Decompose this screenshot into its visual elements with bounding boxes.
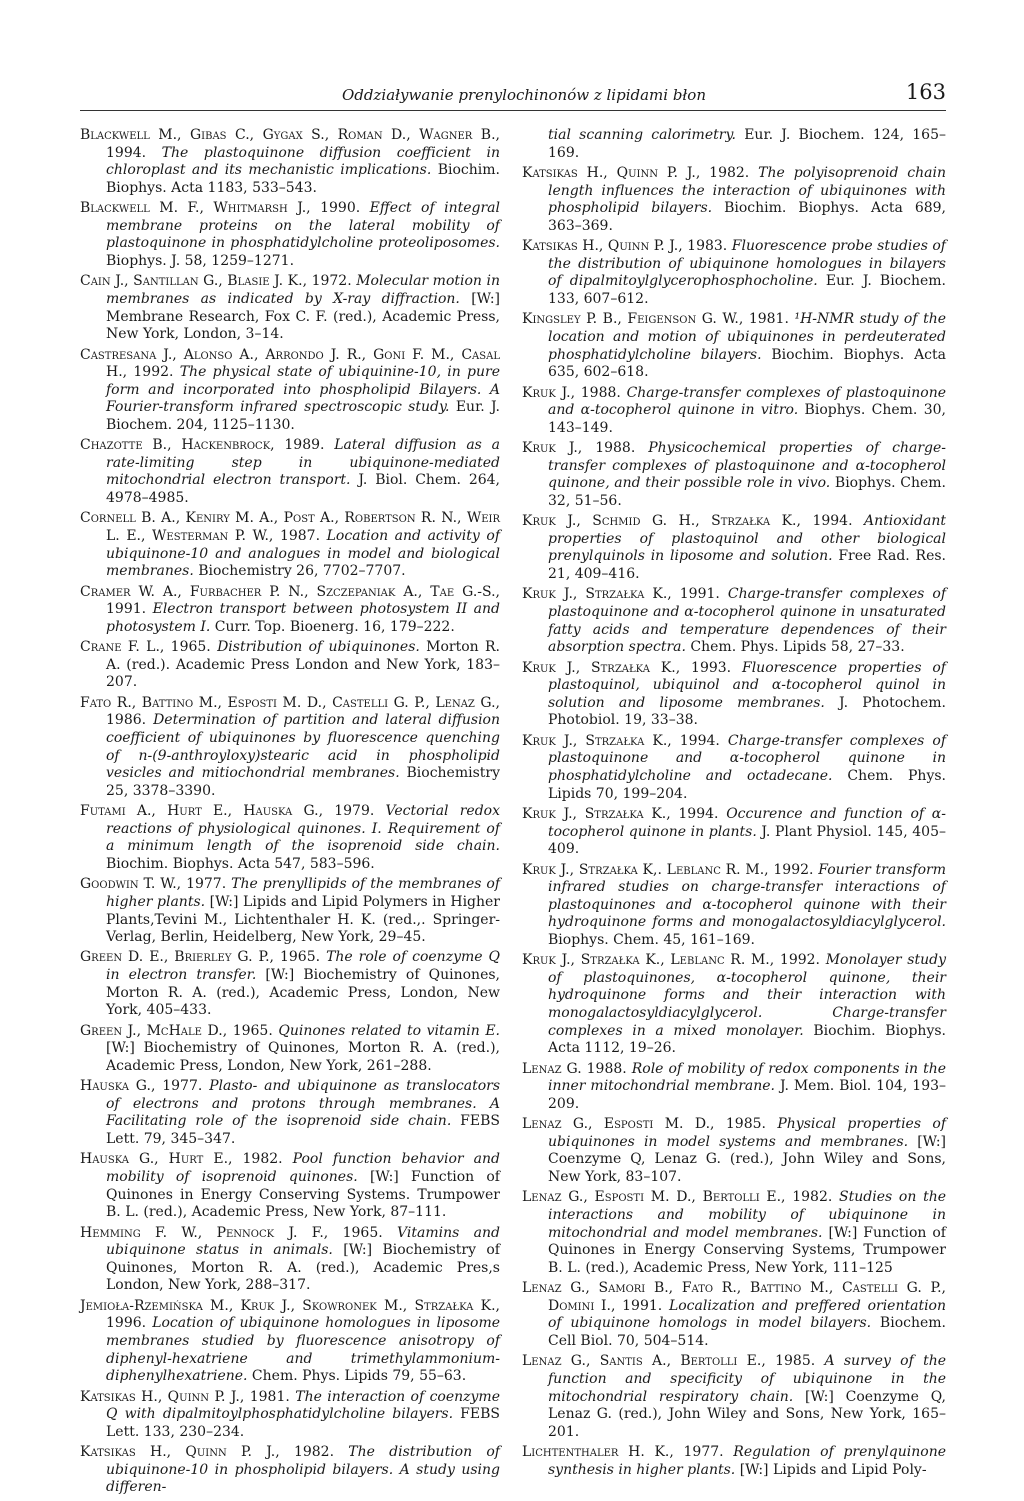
reference-year: 1981. — [244, 1388, 296, 1405]
reference-entry — [80, 695, 500, 801]
reference-year: 1988. — [581, 1060, 632, 1077]
reference-authors: Kruk J., Schmid G. H., Strzałka K., — [522, 513, 801, 530]
reference-source: Biochem. Cell Biol. 70, 504–514. — [548, 1315, 946, 1349]
reference-year: 1985. — [765, 1353, 825, 1370]
reference-year: 1977. — [181, 876, 232, 893]
reference-title: Role of mobility of redox components in the inner mitochondrial membrane. — [548, 1060, 946, 1095]
running-title: Oddziaływanie prenylochinonów z lipidami błon — [342, 86, 706, 104]
reference-authors: Castresana J., Alonso A., Arrondo J. R., Goni F. M., Casal H., — [80, 346, 500, 381]
reference-source: Biophys. Chem. 30, 143–149. — [548, 402, 946, 436]
reference-title: Localization and preffered orientation of ubiquinone homologs in model bilayers. — [548, 1297, 946, 1332]
reference-entry — [522, 586, 946, 656]
reference-authors: Green J., McHale D., — [80, 1022, 228, 1039]
reference-year: 1983. — [682, 238, 732, 255]
reference-title: Fluorescence probe studies of the distribution of ubiquinone homologues in bilayers of dipalmitoylglycerophosphocholine. — [548, 238, 946, 290]
reference-source: Morton R. A. (red.). Academic Press London and New York, 183–207. — [106, 639, 501, 691]
reference-title: Location of ubiquinone homologues in liposome membranes studied by fluorescence anisotropy of diphenyl-hexatriene and trimethylammonium-diphenylhexatriene. — [106, 1315, 501, 1385]
reference-title: Pool function behavior and mobility of isoprenoid quinones. — [106, 1151, 500, 1185]
reference-source: Biochim. Biophys. Acta 689, 363–369. — [548, 200, 947, 234]
reference-year: 1977. — [155, 1078, 210, 1095]
reference-entry — [80, 803, 500, 873]
reference-source: [W:] Biochemistry of Quinones, Morton R. A. (red.), Academic Pres,s London, New York, 288–317. — [106, 1242, 500, 1294]
reference-title: Distribution of ubiquinones. — [217, 639, 420, 656]
reference-title: Location and activity of ubiquinone-10 and analogues in model and biological membranes. — [106, 528, 501, 580]
reference-authors: Kruk J., Strzałka K., — [522, 659, 681, 676]
reference-entry — [522, 1189, 946, 1277]
reference-source: J. Photochem. Photobiol. 19, 33–38. — [548, 694, 947, 729]
reference-year: 1982. — [279, 1444, 349, 1461]
reference-title: The plastoquinone diffusion coefficient in chloroplast and its mechanistic implications. — [106, 144, 500, 179]
reference-entry — [522, 1061, 946, 1114]
left-column — [80, 127, 500, 1500]
reference-title: Molecular motion in membranes as indicated by X-ray diffraction. — [106, 273, 500, 307]
reference-source: [W:] Lipids and Lipid Polymers in Higher Plants,Tevini M., Lichtenthaler H. K. (red.,. Springer-Verlag, Berlin, Heidelberg, New York, 29–45. — [106, 893, 500, 946]
reference-entry — [522, 1116, 946, 1186]
reference-entry — [522, 238, 946, 308]
reference-authors: Chazotte B., Hackenbrock, — [80, 437, 275, 454]
reference-year: 1994. — [670, 805, 727, 822]
right-column — [522, 127, 946, 1482]
reference-title: Effect of integral membrane proteins on the lateral mobility of plastoquinone in phosphatidylcholine proteoliposomes. — [106, 200, 500, 252]
reference-title: ¹H-NMR study of the location and motion of ubiquinones in perdeuterated phosphatidylcholine bilayers. — [548, 311, 947, 363]
reference-entry — [80, 1389, 500, 1442]
reference-source: Curr. Top. Bioenerg. 16, 179–222. — [210, 618, 455, 635]
reference-source: Free Rad. Res. 21, 409–416. — [548, 548, 946, 583]
reference-year: 1993. — [680, 659, 742, 676]
reference-entry — [522, 1444, 946, 1479]
reference-entry — [80, 949, 500, 1019]
reference-year: 1989. — [274, 437, 335, 454]
reference-year: 1972. — [307, 273, 357, 290]
reference-title: Plasto- and ubiquinone as translocators of electrons and protons through membranes. A Facilitating role of the isoprenoid side chain. — [106, 1078, 501, 1130]
reference-authors: Hauska G., Hurt E., — [80, 1151, 233, 1168]
reference-source: [W:] Function of Quinones in Energy Conserving Systems, Trumpower B. L. (red.), Academic Press, New York, 111–125 — [548, 1224, 946, 1276]
reference-entry — [80, 876, 500, 946]
reference-year: 1994. — [800, 513, 865, 530]
reference-source: Biophys. Chem. 32, 51–56. — [548, 475, 947, 509]
reference-year: 1981. — [743, 311, 795, 328]
reference-entry — [522, 385, 946, 438]
reference-entry — [522, 440, 946, 510]
reference-entry — [80, 437, 500, 507]
reference-year: 1982. — [700, 164, 759, 181]
reference-year: 1965. — [328, 1224, 398, 1241]
reference-year: 1991. — [671, 586, 728, 603]
reference-title: Studies on the interactions and mobility of ubiquinone in mitochondrial and model membranes. — [548, 1189, 946, 1241]
reference-authors: Cain J., Santillan G., Blasie J. K., — [80, 273, 308, 290]
reference-title: Monolayer study of plastoquinones, α-tocopherol quinone, their hydroquinone forms and their interaction with monogalactosyldiacylglycerol. Charge-transfer complexes in a mixed monolayer. — [548, 952, 946, 1039]
reference-source: [W:] Biochemistry of Quinones, Morton R. A. (red.), Academic Press, London, New York, 261–288. — [106, 1040, 500, 1074]
reference-entry — [522, 1353, 946, 1441]
reference-entry — [80, 1023, 500, 1076]
page-number: 163 — [905, 80, 946, 104]
reference-source: [W:] Coenzyme Q, Lenaz G. (red.), John Wiley and Sons, New York, 83–107. — [548, 1133, 947, 1185]
reference-entry — [522, 660, 946, 730]
reference-authors: Lenaz G., Esposti M. D., Bertolli E., — [522, 1189, 786, 1206]
reference-title: Physicochemical properties of charge-transfer complexes of plastoquinone and α-tocopherol quinone, and their possible role in vivo. — [548, 440, 947, 492]
reference-source: Biochemistry 26, 7702–7707. — [193, 563, 406, 580]
reference-title: Lateral diffusion as a rate-limiting step in ubiquinone-mediated mitochondrial electron transport. — [106, 437, 500, 489]
reference-authors: Futami A., Hurt E., Hauska G., — [80, 803, 324, 820]
reference-title: Occurence and function of α-tocopherol quinone in plants. — [548, 805, 946, 840]
reference-title: Electron transport between photosystem II and photosystem I. — [106, 601, 501, 635]
reference-authors: Kruk J., Strzałka K., Leblanc R. M., — [522, 952, 775, 969]
reference-entry — [522, 952, 946, 1058]
reference-continuation: tial scanning calorimetry. Eur. J. Biochem. 124, 165–169. — [548, 127, 946, 161]
reference-title: Fourier transform infrared studies on charge-transfer interactions of plastoquinones and α-tocopherol quinone with their hydroquinone forms and monogalactosyldiacylglycerol. — [548, 861, 946, 931]
reference-entry — [80, 1298, 500, 1386]
reference-title: The polyisoprenoid chain length influences the interaction of ubiquinones with phospholipid bilayers. — [548, 164, 947, 217]
reference-authors: Katsikas H., Quinn P. J., — [80, 1444, 280, 1461]
reference-entry — [522, 311, 946, 381]
reference-entry — [80, 510, 500, 580]
reference-source: Biophys. Chem. 45, 161–169. — [548, 931, 755, 948]
reference-source: Eur. J. Biochem. 133, 607–612. — [548, 273, 946, 307]
reference-source: Biochemistry 25, 3378–3390. — [106, 765, 501, 799]
reference-title: Antioxidant properties of plastoquinol and other biological prenylquinols in liposome and solution. — [548, 513, 946, 565]
reference-source: Biochim. Biophys. Acta 1183, 533–543. — [106, 162, 500, 196]
reference-title: Quinones related to vitamin E. — [278, 1022, 500, 1039]
reference-title: Fluorescence properties of plastoquinol, ubiquinol and α-tocopherol quinol in solution and liposome membranes. — [548, 659, 946, 711]
reference-source: Chem. Phys. Lipids 58, 27–33. — [685, 639, 905, 656]
reference-year: 1965. — [227, 1022, 279, 1039]
reference-source: [W:] Lipids and Lipid Poly- — [735, 1461, 927, 1478]
reference-authors: Kruk J., — [522, 384, 576, 401]
reference-year: 1992. — [768, 861, 819, 878]
reference-authors: Jemioła-Rzemińska M., Kruk J., Skowronek M., Strzałka K., — [80, 1297, 500, 1314]
reference-year: 1994. — [671, 732, 728, 749]
reference-source: FEBS Lett. 133, 230–234. — [106, 1406, 500, 1440]
reference-entry — [522, 862, 946, 950]
reference-entry — [80, 200, 500, 270]
reference-authors: Crane F. L., — [80, 639, 165, 656]
reference-title: Vitamins and ubiquinone status in animals. — [106, 1224, 500, 1259]
reference-authors: Katsikas H., Quinn P. J., — [522, 164, 701, 181]
reference-source: [W:] Biochemistry of Quinones, Morton R. A. (red.), Academic Press, London, New York, 405–433. — [106, 967, 500, 1019]
reference-entry — [80, 1444, 500, 1497]
reference-year: 1992. — [127, 364, 180, 381]
reference-authors: Kruk J., Strzałka K., — [522, 732, 672, 749]
reference-authors: Hemming F. W., Pennock J. F., — [80, 1224, 329, 1241]
reference-source: [W:] Membrane Research, Fox C. F. (red.), Academic Press, New York, London, 3–14. — [106, 290, 501, 343]
reference-title: The prenyllipids of the membranes of higher plants. — [106, 876, 500, 910]
reference-source: J. Mem. Biol. 104, 193–209. — [548, 1078, 947, 1112]
reference-title: Charge-transfer complexes of plastoquinone and α-tocopherol quinone in phosphatidylcholine and octadecane. — [548, 732, 947, 784]
reference-authors: Hauska G., — [80, 1078, 156, 1095]
reference-year: 1982. — [232, 1151, 293, 1168]
reference-year: 1994. — [106, 144, 162, 161]
reference-authors: Cornell B. A., Keniry M. A., Post A., Robertson R. N., Weir L. E., Westerman P. W., — [80, 510, 500, 545]
reference-source: Biochim. Biophys. Acta 1112, 19–26. — [548, 1022, 946, 1057]
running-header — [80, 80, 946, 111]
reference-year: 1992. — [774, 952, 826, 969]
reference-title: The distribution of ubiquinone-10 in phospholipid bilayers. A study using differen- — [106, 1444, 500, 1496]
reference-entry — [522, 165, 946, 235]
reference-year: 1982. — [785, 1189, 840, 1206]
reference-authors: Blackwell M. F., Whitmarsh J., — [80, 200, 311, 217]
reference-authors: Lenaz G., Santis A., Bertolli E., — [522, 1353, 766, 1370]
reference-title: Charge-transfer complexes of plastoquinone and α-tocopherol quinone in vitro. — [548, 384, 946, 419]
reference-authors: Lenaz G., Esposti M. D., — [522, 1116, 715, 1133]
reference-title: Vectorial redox reactions of physiological quinones. I. Requirement of a minimum length of the isoprenoid side chain. — [106, 803, 500, 855]
reference-entry — [80, 639, 500, 692]
reference-authors: Katsikas H., Quinn P. J., — [80, 1388, 245, 1405]
reference-authors: Kingsley P. B., Feigenson G. W., — [522, 311, 744, 328]
reference-source: [W:] Function of Quinones in Energy Conserving Systems. Trumpower B. L. (red.), Academic Press, New York, 87–111. — [106, 1169, 500, 1221]
reference-year: 1988. — [575, 384, 627, 401]
reference-entry — [80, 273, 500, 343]
reference-source: Eur. J. Biochem. 204, 1125–1130. — [106, 399, 501, 433]
reference-authors: Kruk J., Strzałka K., — [522, 805, 671, 822]
reference-year: 1987. — [273, 528, 327, 545]
reference-authors: Lenaz G., Samori B., Fato R., Battino M., Castelli G. P., Domini I., — [522, 1280, 946, 1314]
reference-title: Charge-transfer complexes of plastoquinone and α-tocopherol quinone in unsaturated fatty acids and temperature dependences of their absorption spectra. — [548, 586, 947, 656]
reference-source: FEBS Lett. 79, 345–347. — [106, 1113, 500, 1148]
reference-entry — [80, 1151, 500, 1221]
reference-title: Regulation of prenylquinone synthesis in higher plants. — [548, 1444, 947, 1478]
reference-year: 1965. — [274, 949, 327, 966]
reference-source: J. Biol. Chem. 264, 4978–4985. — [106, 472, 500, 507]
reference-year: 1965. — [164, 639, 218, 656]
reference-title: A survey of the function and specificity of ubiquinone in the mitochondrial respiratory chain. — [548, 1353, 947, 1405]
reference-entry — [522, 733, 946, 803]
reference-entry — [522, 1280, 946, 1350]
reference-title: The role of coenzyme Q in electron transfer. — [106, 949, 500, 984]
reference-authors: Katsikas H., Quinn P. J., — [522, 238, 683, 255]
reference-authors: Kruk J., Strzałka K., — [522, 586, 672, 603]
reference-entry — [80, 584, 500, 637]
reference-title: The interaction of coenzyme Q with dipalmitoylphosphatidylcholine bilayers. — [106, 1388, 500, 1423]
reference-authors: Lichtenthaler H. K., — [522, 1444, 674, 1461]
reference-authors: Fato R., Battino M., Esposti M. D., Castelli G. P., Lenaz G., — [80, 694, 500, 711]
reference-authors: Goodwin T. W., — [80, 876, 182, 893]
reference-year: 1986. — [106, 712, 154, 729]
reference-year: 1996. — [106, 1315, 153, 1332]
reference-entry — [522, 806, 946, 859]
reference-source: Biochim. Biophys. Acta 635, 602–618. — [548, 346, 946, 381]
reference-entry — [80, 1078, 500, 1148]
reference-source: [W:] Coenzyme Q, Lenaz G. (red.), John Wiley and Sons, New York, 165–201. — [548, 1388, 946, 1440]
reference-title: Physical properties of ubiquinones in model systems and membranes. — [548, 1116, 947, 1150]
reference-source: Chem. Phys. Lipids 79, 55–63. — [247, 1368, 467, 1385]
reference-source: Chem. Phys. Lipids 70, 199–204. — [548, 767, 946, 802]
reference-year: 1979. — [323, 803, 386, 820]
reference-year: 1985. — [714, 1116, 778, 1133]
reference-entry — [522, 513, 946, 583]
reference-authors: Cramer W. A., Furbacher P. N., Szczepaniak A., Tae G.-S., — [80, 583, 500, 600]
reference-authors: Blackwell M., Gibas C., Gygax S., Roman D., Wagner B., — [80, 127, 500, 143]
reference-title: Determination of partition and lateral diffusion coefficient of ubiquinones by fluorescence quenching of n-(9-anthroyloxy)stearic acid in phospholipid vesicles and mitiochondrial membranes. — [106, 712, 501, 782]
reference-year: 1991. — [615, 1297, 669, 1314]
reference-entry — [80, 347, 500, 435]
reference-authors: Kruk J., Strzałka K,. Leblanc R. M., — [522, 861, 769, 878]
reference-source: Biophys. J. 58, 1259–1271. — [106, 252, 295, 269]
reference-year: 1990. — [310, 200, 370, 217]
reference-source: Biochim. Biophys. Acta 547, 583–596. — [106, 855, 375, 872]
reference-authors: Green D. E., Brierley G. P., — [80, 949, 275, 966]
reference-year: 1988. — [582, 440, 649, 457]
reference-authors: Kruk J., — [522, 440, 583, 457]
reference-entry — [80, 1225, 500, 1295]
reference-source: J. Plant Physiol. 145, 405–409. — [548, 823, 946, 858]
reference-title: The physical state of ubiquinine-10, in pure form and incorporated into phospholipid Bilayers. A Fourier-transform infrared spectroscopic study. — [106, 364, 500, 416]
reference-authors: Lenaz G. — [522, 1060, 582, 1077]
reference-year: 1977. — [673, 1444, 734, 1461]
reference-entry — [80, 127, 500, 197]
reference-year: 1991. — [106, 601, 153, 618]
